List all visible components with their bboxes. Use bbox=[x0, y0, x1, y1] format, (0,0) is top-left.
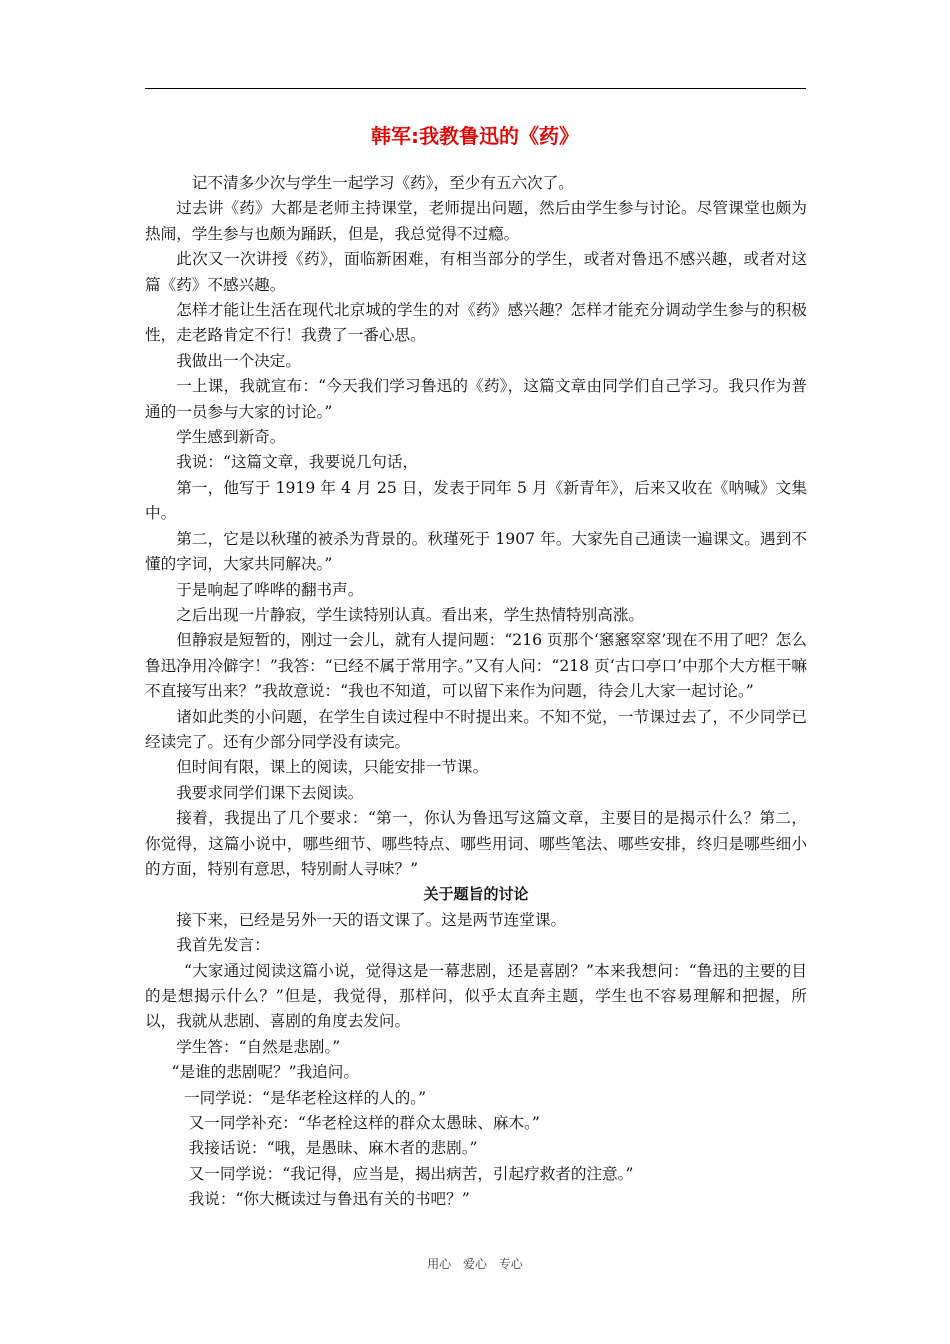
paragraph: 第二，它是以秋瑾的被杀为背景的。秋瑾死于 1907 年。大家先自己通读一遍课文。遇到不懂的字词，大家共同解决。” bbox=[145, 529, 807, 574]
paragraph: 我说：“你大概读过与鲁迅有关的书吧？” bbox=[188, 1190, 470, 1209]
paragraph: 我说：“这篇文章，我要说几句话， bbox=[176, 453, 419, 472]
paragraph: 怎样才能让生活在现代北京城的学生的对《药》感兴趣？怎样才能充分调动学生参与的积极性，走老路肯定不行！我费了一番心思。 bbox=[145, 301, 807, 345]
paragraph: 一同学说：“是华老栓这样的人的。” bbox=[184, 1088, 427, 1107]
paragraph: 一上课，我就宣布：“今天我们学习鲁迅的《药》，这篇文章由同学们自己学习。我只作为普通的一员参与大家的讨论。” bbox=[145, 377, 807, 421]
article-title: 韩军:我教鲁迅的《药》 bbox=[371, 124, 579, 148]
page-footer: 用心 爱心 专心 bbox=[427, 1257, 523, 1271]
paragraph: 我要求同学们课下去阅读。 bbox=[176, 783, 364, 802]
paragraph: 第一，他写于 1919 年 4 月 25 日，发表于同年 5 月《新青年》，后来又收在《呐喊》文集中。 bbox=[145, 478, 807, 523]
paragraph: 但时间有限，课上的阅读，只能安排一节课。 bbox=[176, 758, 489, 777]
section-heading: 关于题旨的讨论 bbox=[423, 885, 529, 904]
paragraph: 此次又一次讲授《药》，面临新困难，有相当部分的学生，或者对鲁迅不感兴趣，或者对这篇《药》不感兴趣。 bbox=[145, 250, 807, 294]
paragraph: 学生感到新奇。 bbox=[176, 428, 286, 447]
paragraph: 之后出现一片静寂，学生读特别认真。看出来，学生热情特别高涨。 bbox=[176, 605, 645, 624]
paragraph: “大家通过阅读这篇小说，觉得这是一幕悲剧，还是喜剧？”本来我想问：“鲁迅的主要的目的是想揭示什么？”但是，我觉得，那样问，似乎太直奔主题，学生也不容易理解和把握，所以，我就从悲剧、喜剧的角度去发问。 bbox=[145, 961, 807, 1031]
paragraph: 又一同学补充：“华老栓这样的群众太愚昧、麻木。” bbox=[188, 1114, 540, 1133]
paragraph: 又一同学说：“我记得，应当是，揭出病苦，引起疗救者的注意。” bbox=[188, 1164, 634, 1183]
paragraph: 学生答：“自然是悲剧。” bbox=[176, 1037, 341, 1056]
paragraph: 接着，我提出了几个要求：“第一，你认为鲁迅写这篇文章，主要目的是揭示什么？第二，你觉得，这篇小说中，哪些细节、哪些特点、哪些用词、哪些笔法、哪些安排，终归是哪些细小的方面，特别有意思，特别耐人寻味？” bbox=[145, 809, 807, 878]
paragraph: 但静寂是短暂的，刚过一会儿，就有人提问题：“216 页那个‘窸窸窣窣’现在不用了吧？怎么鲁迅净用冷僻字！”我答：“已经不属于常用字。”又有人问：“218 页‘古口亭口’中那个大方框干嘛不直接写出来？”我故意说：“我也不知道，可以留下来作为问题，待会儿大家一起讨论。” bbox=[145, 631, 807, 701]
paragraph: 我做出一个决定。 bbox=[176, 351, 301, 370]
paragraph: 接下来，已经是另外一天的语文课了。这是两节连堂课。 bbox=[176, 910, 567, 929]
paragraph: 记不清多少次与学生一起学习《药》，至少有五六次了。 bbox=[191, 174, 574, 192]
paragraph: “是谁的悲剧呢？”我追问。 bbox=[171, 1063, 359, 1082]
paragraph: 于是响起了哗哗的翻书声。 bbox=[176, 580, 364, 599]
header-rule bbox=[145, 88, 806, 89]
paragraph: 我接话说：“哦，是愚昧、麻木者的悲剧。” bbox=[188, 1139, 478, 1158]
paragraph: 诸如此类的小问题，在学生自读过程中不时提出来。不知不觉，一节课过去了，不少同学已经读完了。还有少部分同学没有读完。 bbox=[145, 707, 807, 751]
article-body bbox=[145, 171, 807, 1213]
paragraph: 我首先发言： bbox=[176, 936, 270, 955]
paragraph: 过去讲《药》大都是老师主持课堂，老师提出问题，然后由学生参与讨论。尽管课堂也颇为热闹，学生参与也颇为踊跃，但是，我总觉得不过瘾。 bbox=[145, 199, 807, 243]
